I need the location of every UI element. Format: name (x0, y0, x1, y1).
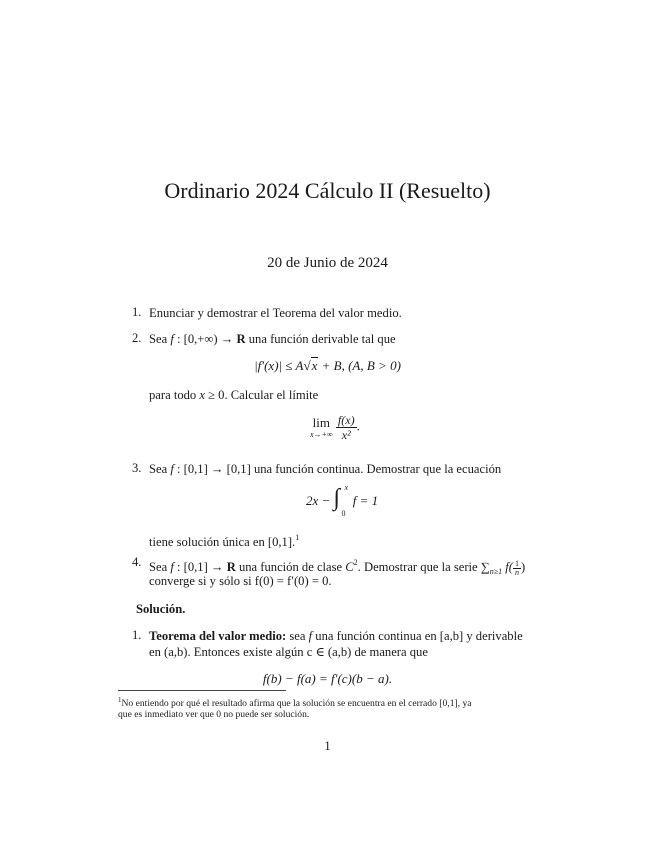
footnote-rule (118, 690, 286, 691)
footnote-continuation: que es inmediato ver que 0 no puede ser solución. (118, 709, 310, 720)
page-number: 1 (324, 738, 331, 753)
document-date: 20 de Junio de 2024 (267, 255, 388, 271)
solution-statement-line: en (a,b). Entonces existe algún c ∈ (a,b) de manera que (149, 645, 428, 659)
footnote-mark: 1 (118, 696, 122, 704)
problem-statement-line: para todo x ≥ 0. Calcular el límite (149, 388, 319, 402)
document-title: Ordinario 2024 Cálculo II (Resuelto) (164, 178, 491, 203)
problem-number: 1. (132, 305, 142, 319)
mean-value-equation: f(b) − f(a) = f′(c)(b − a). (262, 671, 393, 686)
solution-number: 1. (132, 628, 142, 642)
problem-number: 3. (132, 461, 142, 475)
problem-statement-line: Sea f : [0,1] → [0,1] una función continua. Demostrar que la ecuación (149, 462, 502, 476)
solution-statement-line: Teorema del valor medio: sea f una función continua en [a,b] y derivable (149, 629, 523, 643)
footnote-mark: 1 (295, 533, 300, 542)
derivative-bound-equation: |f′(x)| ≤ A√x + B, (A, B > 0) (254, 358, 401, 373)
problem-statement-line: converge si y sólo si f(0) = f′(0) = 0. (149, 574, 332, 588)
problem-statement-line: Sea f : [0,+∞) → R una función derivable tal que (149, 332, 396, 346)
problem-number: 2. (132, 331, 142, 345)
limit-expression: lim x→+∞ $\frac{f(x)}{\text{x²}}$ . (310, 413, 360, 442)
problem-number: 4. (132, 555, 142, 569)
problem-statement-line: Sea f : [0,1] → R una función de clase $C^2$. Demostrar que la serie $\sum_{n\ge 1}$ f( $\frac{1}{n}$ ) (149, 558, 526, 577)
problem-text: Enunciar y demostrar el Teorema del valor medio. (149, 306, 402, 320)
footnote: $^1$No entiendo por qué el resultado afirma que la solución se encuentra en el cerrado [0,1], ya (118, 696, 472, 709)
solution-heading: Solución. (136, 602, 186, 616)
problem-statement-line: tiene solución única en [0,1].$^1$ (149, 533, 300, 549)
integral-equation: 2x − ∫ x 0 f = 1 (306, 483, 379, 518)
